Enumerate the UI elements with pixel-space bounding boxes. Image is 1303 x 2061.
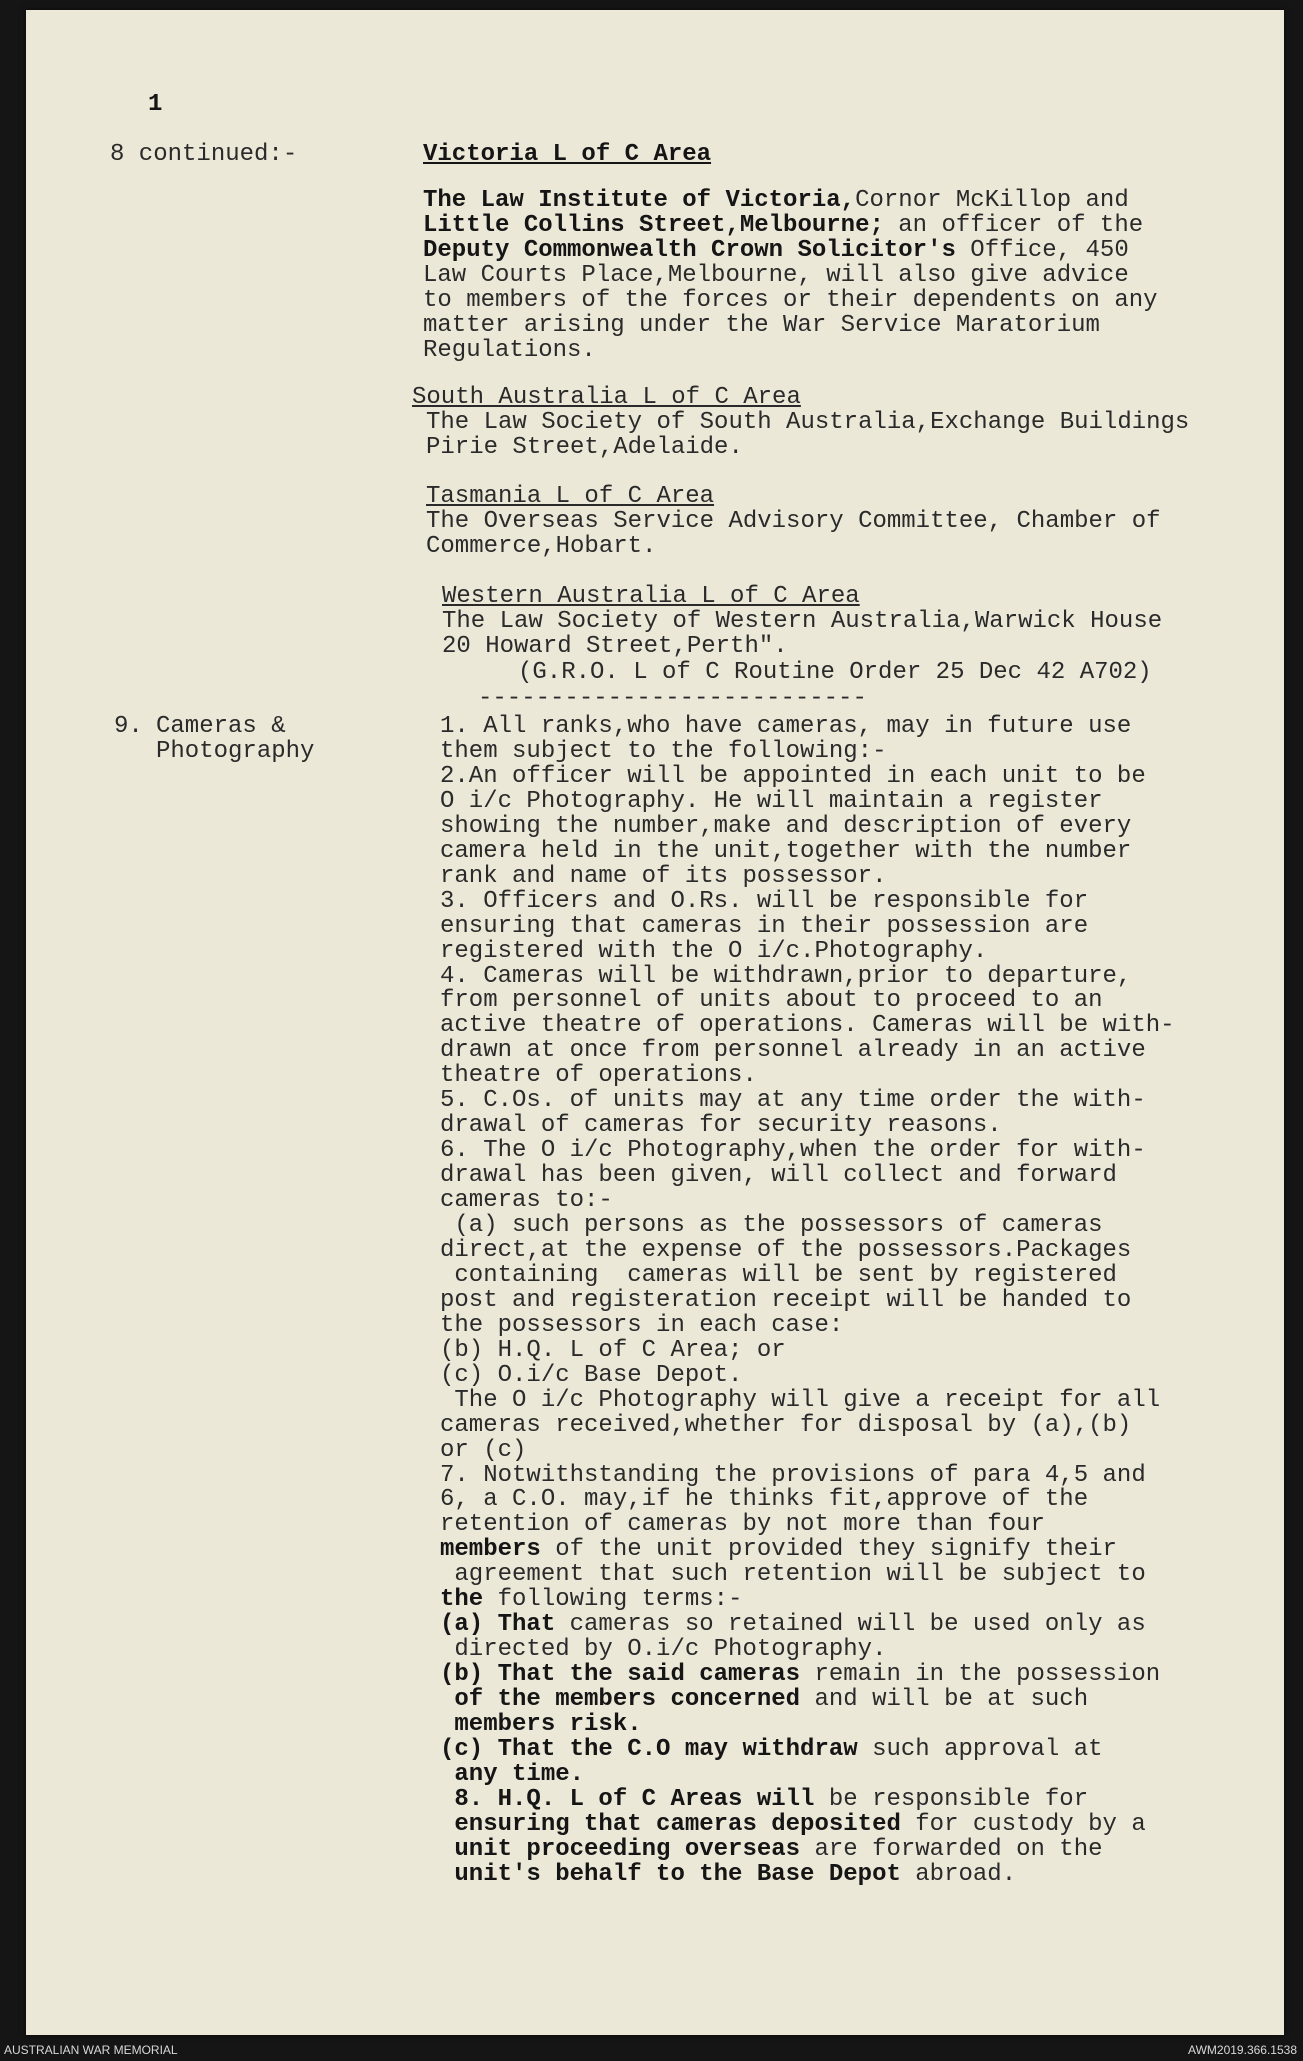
item-9-title-line2: Photography: [156, 738, 315, 765]
item-9-line: [440, 1338, 786, 1363]
item-9-line: [440, 1288, 1131, 1313]
item-9-line: [440, 1213, 1103, 1238]
item-9-line-text: cameras received,whether for disposal by (a),(b): [440, 1411, 1132, 1439]
item-9-line-text: camera held in the unit,together with the number: [440, 837, 1132, 865]
western-australia-line: 20 Howard Street,Perth".: [442, 633, 788, 660]
item-9-line: [440, 939, 987, 964]
item-9-line-text: following terms:-: [483, 1586, 743, 1614]
item-9-line: [440, 739, 886, 764]
item-9-line: [440, 1512, 1045, 1537]
tasmania-heading: Tasmania L of C Area: [426, 483, 715, 510]
item-9-line: [440, 1013, 1175, 1038]
divider-rule: ---------------------------: [478, 685, 867, 712]
item-9-line-text: and will be at such: [800, 1686, 1089, 1714]
item-9-line: [440, 1537, 1117, 1562]
item-9-line-text: drawal has been given, will collect and forward: [440, 1162, 1117, 1190]
item-9-line-bold: unit proceeding overseas: [440, 1835, 801, 1863]
item-9-line-text: remain in the possession: [800, 1661, 1161, 1689]
item-9-line-bold: of the members concerned: [440, 1686, 801, 1714]
item-9-line-text: for custody by a: [900, 1810, 1146, 1838]
item-9-line: [440, 1562, 1146, 1587]
item-9-line-text: (b) H.Q. L of C Area; or: [440, 1336, 786, 1364]
footer-accession: AWM2019.366.1538: [1188, 2043, 1297, 2057]
item-9-line: [440, 1313, 843, 1338]
tasmania-line: Commerce,Hobart.: [426, 533, 657, 560]
item-9-line-text: showing the number,make and description of every: [440, 812, 1132, 840]
western-australia-heading: Western Australia L of C Area: [442, 583, 860, 610]
item-9-line-text: them subject to the following:-: [440, 737, 887, 765]
item-9-line: [440, 1263, 1117, 1288]
item-9-line-text: from personnel of units about to proceed to an: [440, 987, 1103, 1015]
item-9-line: [440, 889, 1088, 914]
item-9-line: [440, 988, 1103, 1013]
item-9-line-text: rank and name of its possessor.: [440, 862, 887, 890]
item-9-line: [440, 1587, 742, 1612]
item-9-line: [440, 1388, 1160, 1413]
item-9-line: [440, 839, 1131, 864]
item-9-line: [440, 964, 1131, 989]
victoria-line: to members of the forces or their dependents on any: [423, 287, 1158, 314]
item-9-number: 9.: [114, 713, 143, 740]
victoria-line: Deputy Commonwealth Crown Solicitor's Office, 450: [423, 237, 1129, 264]
western-australia-line: The Law Society of Western Australia,Warwick House: [442, 608, 1163, 635]
victoria-line: The Law Institute of Victoria,Cornor McKillop and: [423, 187, 1129, 214]
item-9-line: [440, 714, 1131, 739]
item-9-line-text: (a) such persons as the possessors of cameras: [440, 1212, 1103, 1239]
item-9-line-text: post and registeration receipt will be handed to: [440, 1286, 1132, 1314]
item-9-line: [440, 1413, 1131, 1438]
south-australia-heading: South Australia L of C Area: [412, 384, 801, 411]
item-9-line-bold: any time.: [440, 1760, 585, 1788]
south-australia-line: The Law Society of South Australia,Exchange Buildings: [426, 409, 1190, 436]
victoria-line: matter arising under the War Service Maratorium: [423, 312, 1100, 339]
item-9-line: [440, 1787, 1088, 1812]
item-9-line: [440, 1712, 642, 1737]
item-9-line-text: be responsible for: [814, 1785, 1089, 1813]
item-9-line-text: 5. C.Os. of units may at any time order the with-: [440, 1087, 1146, 1115]
victoria-line: Little Collins Street,Melbourne; an officer of the: [423, 212, 1144, 239]
item-9-line-text: 1. All ranks,who have cameras, may in future use: [440, 713, 1132, 740]
item-9-line: [440, 1837, 1103, 1862]
item-9-line-bold: members risk.: [440, 1711, 642, 1738]
item-9-line-bold: (c) That the C.O may withdraw: [440, 1735, 858, 1763]
item-9-line: [440, 1038, 1146, 1063]
item-9-line: [440, 1438, 526, 1463]
item-9-line-text: direct,at the expense of the possessors.Packages: [440, 1236, 1132, 1264]
item-9-line-text: of the unit provided they signify their: [540, 1536, 1117, 1564]
item-9-line: [440, 1238, 1131, 1263]
item-9-line-text: retention of cameras by not more than four: [440, 1511, 1045, 1539]
south-australia-line: Pirie Street,Adelaide.: [426, 434, 743, 461]
item-9-line-text: abroad.: [900, 1860, 1017, 1888]
item-9-line-text: cameras to:-: [440, 1187, 613, 1215]
item-9-line: [440, 1862, 1016, 1887]
item-9-line-bold: (a) That: [440, 1611, 556, 1639]
item-9-line: [440, 864, 886, 889]
tasmania-line: The Overseas Service Advisory Committee, Chamber of: [426, 508, 1161, 535]
victoria-line: Regulations.: [423, 337, 596, 364]
item-9-line: [440, 1637, 886, 1662]
item-9-line-text: active theatre of operations. Cameras will be with-: [440, 1012, 1175, 1040]
document-page: [26, 10, 1284, 2035]
reference-line: (G.R.O. L of C Routine Order 25 Dec 42 A702): [518, 659, 1152, 686]
victoria-heading: Victoria L of C Area: [423, 141, 712, 168]
item-9-line: [440, 1612, 1146, 1637]
item-9-line-text: 3. Officers and O.Rs. will be responsible for: [440, 887, 1089, 915]
item-9-line-text: theatre of operations.: [440, 1062, 757, 1090]
item-9-line: [440, 1812, 1146, 1837]
item-9-title-line1: Cameras &: [156, 713, 286, 740]
item-9-line: [440, 814, 1131, 839]
item-9-line: [440, 1463, 1146, 1488]
item-9-line-text: or (c): [440, 1436, 527, 1464]
item-9-line-text: 6. The O i/c Photography,when the order for with-: [440, 1137, 1146, 1165]
item-9-line: [440, 1113, 1002, 1138]
item-9-line: [440, 1063, 757, 1088]
item-9-line: [440, 1163, 1117, 1188]
item-9-line: [440, 1762, 584, 1787]
item-9-line-text: directed by O.i/c Photography.: [440, 1636, 887, 1664]
item-9-line-text: 4. Cameras will be withdrawn,prior to departure,: [440, 962, 1132, 990]
victoria-line: Law Courts Place,Melbourne, will also give advice: [423, 262, 1129, 289]
item-9-line-text: agreement that such retention will be subject to: [440, 1561, 1146, 1589]
item-9-line-text: (c) O.i/c Base Depot.: [440, 1361, 743, 1389]
item-9-line-text: drawn at once from personnel already in an active: [440, 1037, 1146, 1065]
corner-mark: 1: [148, 91, 163, 118]
item-9-line: [440, 1363, 742, 1388]
item-9-line-text: such approval at: [857, 1735, 1103, 1763]
item-9-line: [440, 789, 1103, 814]
item-9-line: [440, 1687, 1088, 1712]
item-9-line-bold: 8. H.Q. L of C Areas will: [440, 1785, 815, 1813]
item-9-line-text: the possessors in each case:: [440, 1311, 844, 1339]
item-8-label: 8 continued:-: [110, 141, 298, 168]
item-9-line-text: cameras so retained will be used only as: [555, 1611, 1146, 1639]
footer-institution: AUSTRALIAN WAR MEMORIAL: [4, 2043, 178, 2057]
item-9-line-bold: the: [440, 1586, 484, 1614]
item-9-line-text: 6, a C.O. may,if he thinks fit,approve of the: [440, 1486, 1089, 1514]
item-9-line: [440, 1662, 1160, 1687]
item-9-line-text: containing cameras will be sent by registered: [440, 1261, 1117, 1289]
item-9-line: [440, 764, 1146, 789]
item-9-line-bold: ensuring that cameras deposited: [440, 1810, 901, 1838]
item-9-line-bold: members: [440, 1536, 541, 1564]
item-9-line: [440, 1138, 1146, 1163]
item-9-line-text: 2.An officer will be appointed in each unit to be: [440, 762, 1146, 790]
item-9-line-bold: (b) That the said cameras: [440, 1661, 801, 1689]
item-9-line: [440, 1487, 1088, 1512]
item-9-line-text: drawal of cameras for security reasons.: [440, 1112, 1002, 1140]
item-9-line-text: The O i/c Photography will give a receipt for all: [440, 1386, 1161, 1414]
item-9-line: [440, 914, 1088, 939]
item-9-line-text: ensuring that cameras in their possession are: [440, 912, 1089, 940]
item-9-line-text: O i/c Photography. He will maintain a register: [440, 787, 1103, 815]
item-9-line: [440, 1737, 1103, 1762]
item-9-line-bold: unit's behalf to the Base Depot: [440, 1860, 901, 1888]
item-9-line-text: registered with the O i/c.Photography.: [440, 937, 988, 965]
item-9-line-text: are forwarded on the: [800, 1835, 1103, 1863]
item-9-line: [440, 1188, 613, 1213]
item-9-line-text: 7. Notwithstanding the provisions of para 4,5 and: [440, 1461, 1146, 1489]
item-9-line: [440, 1088, 1146, 1113]
